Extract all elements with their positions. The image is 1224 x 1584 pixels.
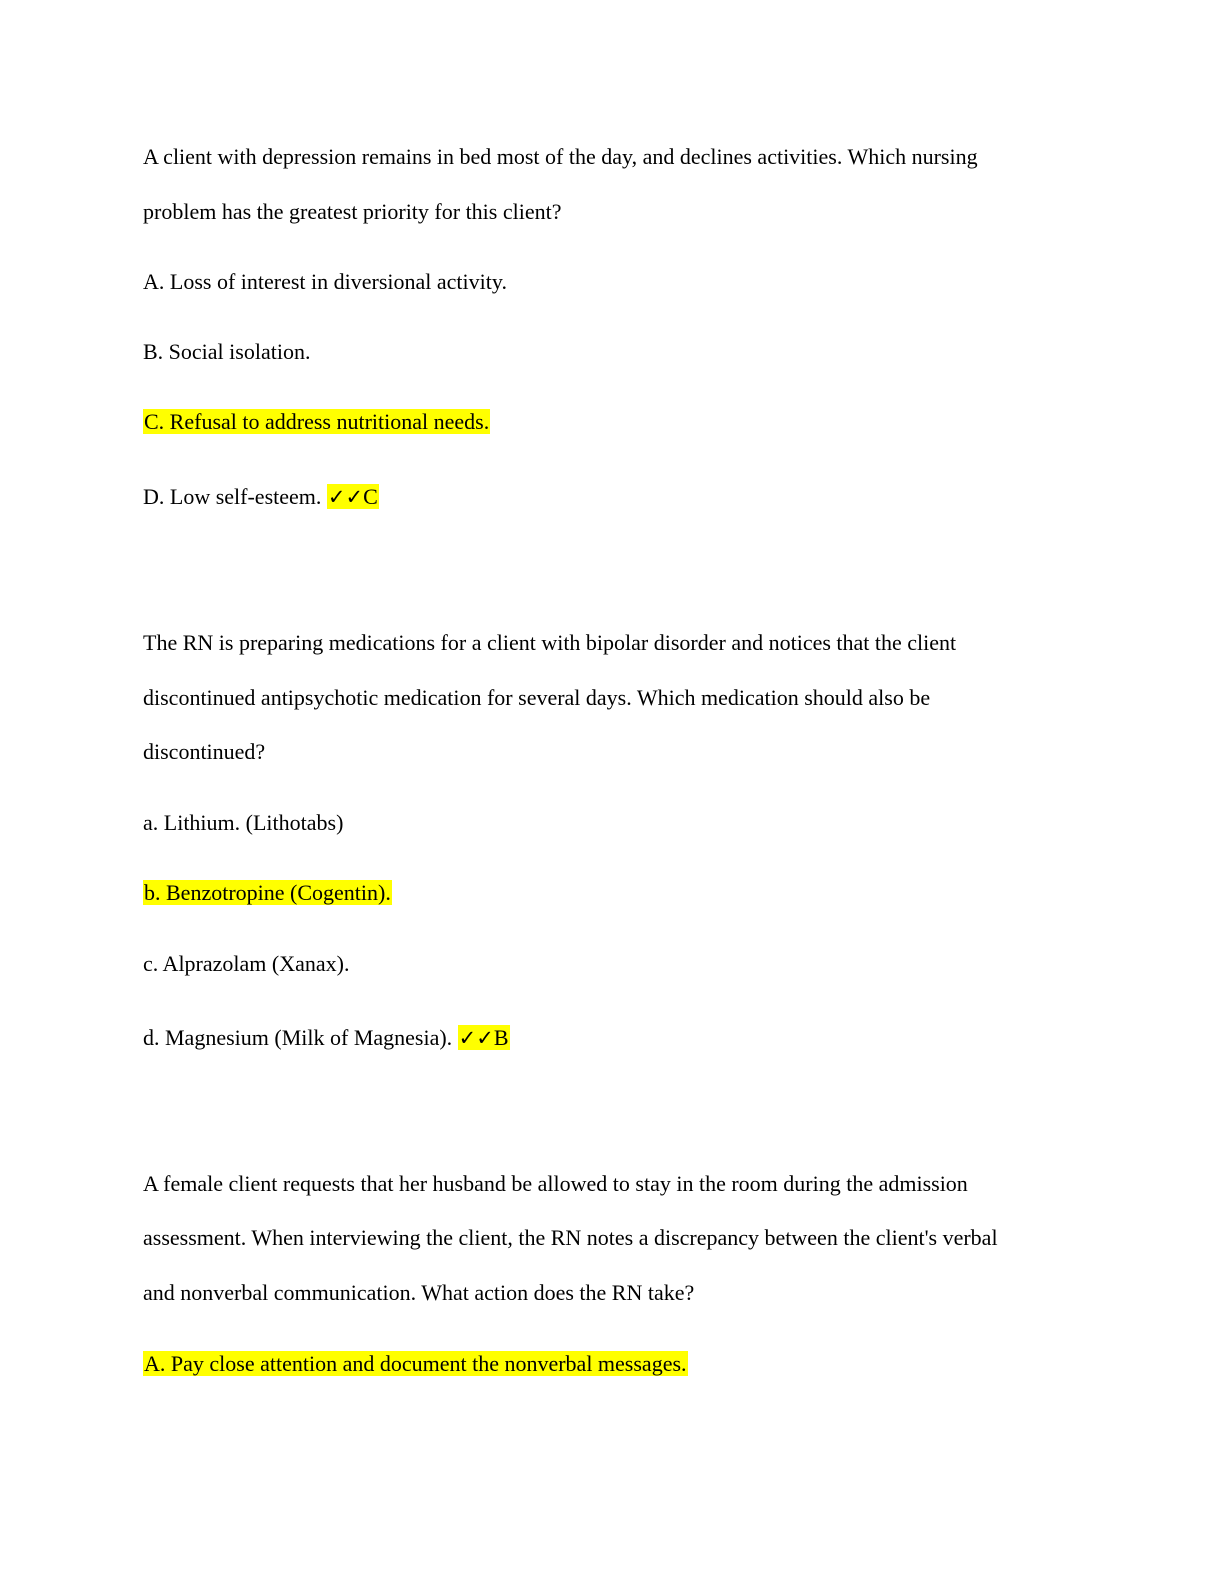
question-2-stem-line-3: discontinued? — [143, 739, 266, 764]
question-2-answer-letter: B — [493, 1025, 509, 1050]
question-3-stem-line-3: and nonverbal communication. What action does the RN take? — [143, 1280, 695, 1305]
double-check-icon: ✓✓ — [327, 485, 364, 509]
question-1-option-c — [143, 409, 490, 435]
question-2-option-d — [143, 1025, 510, 1051]
question-2-option-b-highlighted: b. Benzotropine (Cogentin). — [144, 880, 391, 905]
question-2-stem-line-2: discontinued antipsychotic medication for several days. Which medication should also be — [143, 685, 931, 710]
question-2-answer-key — [458, 1025, 510, 1050]
question-3-option-a-highlighted: A. Pay close attention and document the nonverbal messages. — [144, 1351, 687, 1376]
question-2-stem-line-1: The RN is preparing medications for a client with bipolar disorder and notices that the client — [143, 630, 957, 655]
question-1-stem-line-1: A client with depression remains in bed most of the day, and declines activities. Which nursing — [143, 144, 978, 169]
question-1-option-d-text: D. Low self-esteem. — [143, 484, 322, 509]
double-check-icon: ✓✓ — [458, 1026, 494, 1050]
question-1-option-c-highlighted: C. Refusal to address nutritional needs. — [144, 409, 490, 434]
question-3-stem-line-1: A female client requests that her husband be allowed to stay in the room during the admission — [143, 1171, 968, 1196]
question-1-answer-letter: C — [363, 484, 378, 509]
question-3-option-a — [143, 1351, 688, 1377]
question-2-option-d-text: d. Magnesium (Milk of Magnesia). — [143, 1025, 453, 1050]
question-2-option-a: a. Lithium. (Lithotabs) — [143, 810, 344, 835]
question-1-option-a: A. Loss of interest in diversional activity. — [143, 269, 507, 294]
question-3-stem-line-2: assessment. When interviewing the client, the RN notes a discrepancy between the client's verbal — [143, 1225, 998, 1250]
question-1-option-d — [143, 484, 379, 510]
question-2-option-b — [143, 880, 392, 906]
question-2-option-c: c. Alprazolam (Xanax). — [143, 951, 350, 976]
question-1-option-b: B. Social isolation. — [143, 339, 311, 364]
question-1-stem-line-2: problem has the greatest priority for this client? — [143, 199, 562, 224]
question-1-answer-key — [327, 484, 379, 509]
